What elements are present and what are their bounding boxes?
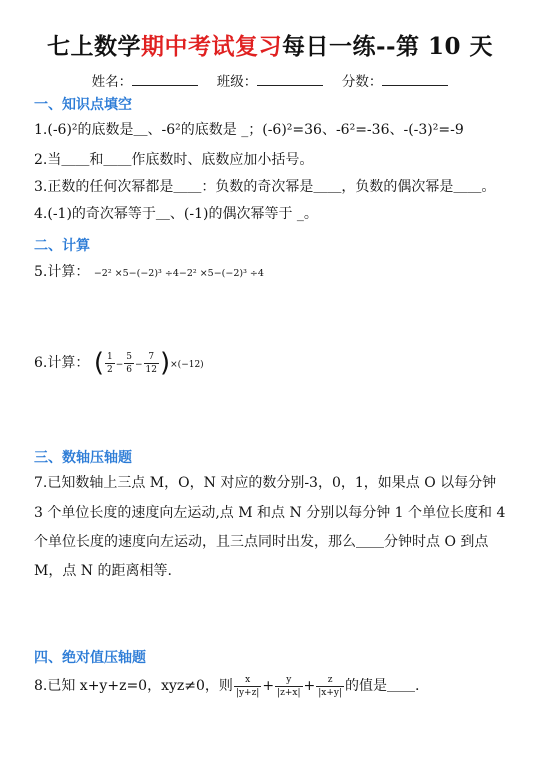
question-2: 2.当＿＿和＿＿作底数时、底数应加小括号。 [34, 152, 314, 168]
section-heading-2: 二、计算 [34, 238, 90, 254]
question-6-label: 6.计算： [34, 355, 90, 371]
score-label: 分数： [341, 74, 383, 90]
fraction-3: $\frac{7}{12}$ [145, 351, 157, 375]
question-6 [34, 345, 204, 383]
fraction-z: $\frac{z}{|x+y|}$ [318, 674, 343, 698]
question-8 [34, 668, 419, 704]
question-7-line-4: M，点 N 的距离相等. [34, 563, 172, 579]
section-heading-3: 三、数轴压轴题 [34, 450, 132, 466]
question-5-label: 5.计算： [34, 264, 90, 280]
score-blank[interactable] [382, 73, 448, 86]
title-prefix: 七上数学 [46, 33, 141, 60]
fraction-1: $\frac{1}{2}$ [106, 351, 113, 375]
section-heading-4: 四、绝对值压轴题 [34, 650, 146, 666]
name-label: 姓名： [91, 74, 133, 90]
plus-sign: + [262, 678, 275, 694]
plus-sign: + [303, 678, 316, 694]
question-5-expression: −2² ×5−(−2)³ ÷4−2² ×5−(−2)³ ÷4 [93, 268, 264, 279]
left-paren: ( [93, 348, 104, 378]
minus-sign: − [115, 360, 124, 370]
section-heading-1: 一、知识点填空 [34, 97, 132, 113]
question-8-suffix: 的值是＿＿. [345, 678, 420, 694]
question-7-line-1: 7.已知数轴上三点 M，O，N 对应的数分别-3，0，1，如果点 O 以每分钟 [34, 475, 497, 491]
name-blank[interactable] [132, 73, 198, 86]
student-info-row [0, 70, 540, 90]
question-4: 4.(-1)的奇次幂等于＿、(-1)的偶次幂等于 _。 [34, 206, 318, 222]
class-label: 班级： [216, 74, 258, 90]
fraction-y: $\frac{y}{|z+x|}$ [277, 674, 301, 698]
page-title [0, 28, 540, 61]
fraction-x: $\frac{x}{|y+z|}$ [235, 674, 260, 698]
right-paren: ) [159, 348, 171, 378]
question-6-tail: ×(−12) [170, 360, 204, 370]
question-7-line-3: 个单位长度的速度向左运动，且三点同时出发，那么＿＿分钟时点 O 到点 [34, 534, 489, 550]
fraction-2: $\frac{5}{6}$ [126, 351, 132, 375]
title-suffix: 每日一练--第 10 天 [281, 33, 494, 60]
minus-sign: − [134, 360, 143, 370]
question-3: 3.正数的任何次幂都是＿＿：负数的奇次幂是＿＿，负数的偶次幂是＿＿。 [34, 179, 496, 195]
title-highlight: 期中考试复习 [140, 33, 282, 60]
question-5 [34, 262, 264, 284]
class-blank[interactable] [257, 73, 323, 86]
question-8-prefix: 8.已知 x+y+z=0，xyz≠0，则 [34, 678, 233, 694]
question-7-line-2: 3 个单位长度的速度向左运动,点 M 和点 N 分别以每分钟 1 个单位长度和 4 [34, 505, 506, 521]
question-1: 1.(-6)²的底数是＿、-6²的底数是 _；(-6)²=36、-6²=-36、-(-3)²=-9 [34, 122, 464, 138]
